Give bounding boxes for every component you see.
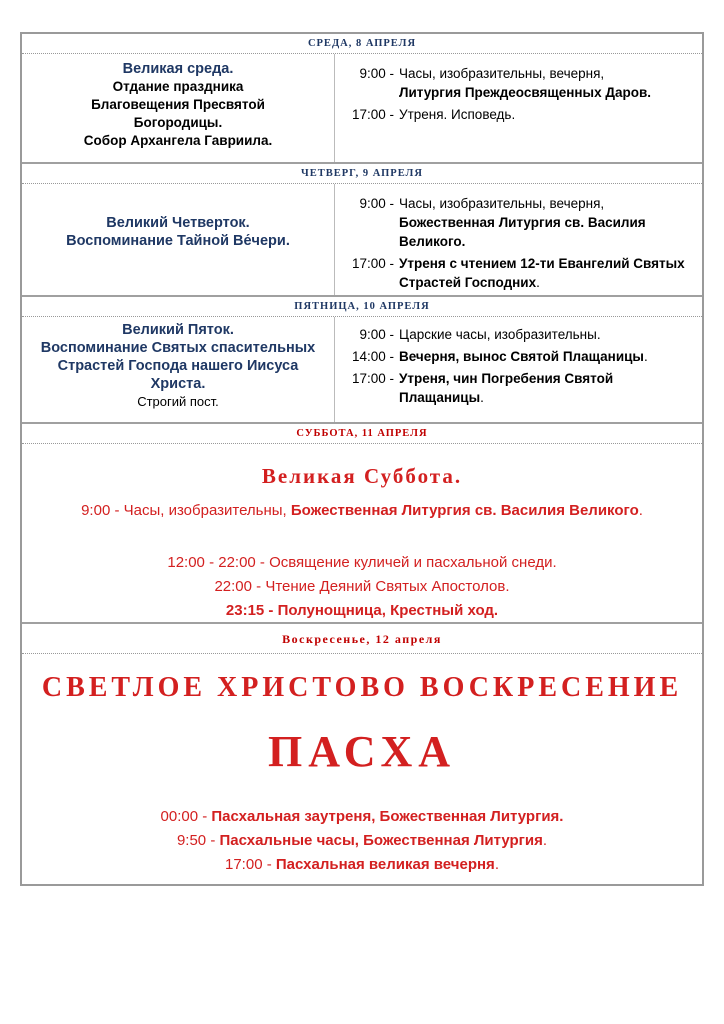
service-list [336,184,702,295]
service-tail: . [542,832,548,849]
service-text: Утреня. Исповедь. [399,107,516,122]
service-bold: Пасхальные часы, Божественная Литургия [219,832,543,849]
service-time: 17:00 - [351,371,394,386]
day-header: СУББОТА, 11 АПРЕЛЯ [22,424,702,444]
feast-line: Страстей Господа нашего Иисуса [57,358,299,374]
day-wednesday [22,34,702,162]
service-item [336,347,702,366]
service-tail: . [643,349,648,364]
day-thursday [22,164,702,295]
service-item [336,64,702,102]
feast-line: Богородицы. [133,115,223,130]
service-bold: Утреня с чтением 12-ти Евангелий Святых Страстей Господних [399,256,685,290]
service-time: 9:50 - [176,832,216,849]
service-item [336,369,702,407]
service-bold: Пасхальная заутреня, Божественная Литургия. [211,808,564,825]
service-line: 12:00 - 22:00 - Освящение куличей и пасхальной снеди. [167,554,557,571]
feast-line: Благовещения Пресвятой [91,97,265,112]
service-item [336,105,702,124]
day-sunday [22,624,702,886]
service-line: 23:15 - Полунощница, Крестный ход. [225,602,499,619]
day-saturday [22,424,702,622]
feast-subtitle: ПАСХА [268,727,456,776]
service-bold: Пасхальная великая вечерня [275,856,495,873]
service-time: 17:00 - [351,256,394,271]
feast-line: Христа. [150,376,206,392]
service-bold: Литургия Преждеосвященных Даров. [399,85,652,100]
day-description [22,54,335,162]
service-item [336,254,702,292]
service-time: 14:00 - [351,349,394,364]
day-header: Воскресенье, 12 апреля [22,624,702,654]
service-tail: . [638,502,643,519]
schedule-sheet [20,32,704,886]
feast-line: Собор Архангела Гавриила. [83,133,273,148]
service-line [22,806,702,828]
fast-note: Строгий пост. [137,394,219,409]
service-bold: Утреня, чин Погребения Святой Плащаницы [399,371,614,405]
service-line: 22:00 - Чтение Деяний Святых Апостолов. [214,578,510,595]
service-bold: Божественная Литургия св. Василия Великого [290,502,639,519]
service-line [22,854,702,876]
service-time: 9:00 - [359,66,394,81]
service-tail: . [536,275,540,290]
feast-line: Воспоминание Тайной Ве́чери. [66,233,290,249]
feast-title: Великий Пяток. [122,322,234,338]
service-line [22,830,702,852]
service-item [336,325,702,344]
service-time: 17:00 - [225,856,272,873]
day-description [22,184,335,295]
service-text: Царские часы, изобразительны. [399,327,601,342]
service-text: 9:00 - Часы, изобразительны, [81,502,291,519]
day-header: СРЕДА, 8 АПРЕЛЯ [22,34,702,54]
feast-line: Отдание праздника [112,79,244,94]
service-list [336,317,702,422]
service-item [336,194,702,251]
service-bold: Божественная Литургия св. Василия Великого. [399,215,646,249]
service-tail: . [494,856,499,873]
day-description [22,317,335,422]
service-list [336,54,702,162]
service-line [52,500,672,522]
service-time: 9:00 - [359,327,394,342]
service-time: 00:00 - [160,808,208,825]
service-tail: . [480,390,484,405]
day-friday [22,297,702,422]
feast-title: Великая среда. [122,61,234,77]
service-text: Часы, изобразительны, вечерня, [399,66,605,81]
feast-title: СВЕТЛОЕ ХРИСТОВО ВОСКРЕСЕНИЕ [41,672,683,703]
day-header: ПЯТНИЦА, 10 АПРЕЛЯ [22,297,702,317]
feast-title: Великий Четверток. [106,215,250,231]
feast-title: Великая Суббота. [261,464,463,488]
service-time: 17:00 - [351,107,394,122]
day-header: ЧЕТВЕРГ, 9 АПРЕЛЯ [22,164,702,184]
feast-line: Воспоминание Святых спасительных [40,340,316,356]
service-text: Часы, изобразительны, вечерня, [399,196,605,211]
service-bold: Вечерня, вынос Святой Плащаницы [399,349,644,364]
service-time: 9:00 - [359,196,394,211]
